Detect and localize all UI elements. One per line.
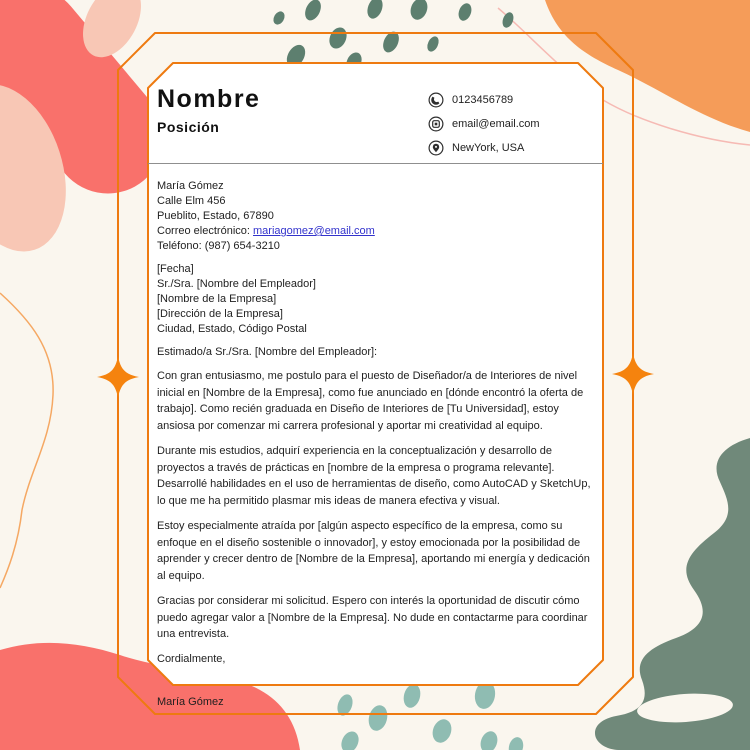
sender-city: Pueblito, Estado, 67890 (157, 210, 274, 222)
recipient-block (157, 262, 594, 337)
contact-email-row (428, 116, 540, 132)
contact-location-text: NewYork, USA (452, 142, 525, 154)
salutation: Estimado/a Sr./Sra. [Nombre del Empleador]: (157, 346, 378, 358)
paragraph-1: Con gran entusiasmo, me postulo para el puesto de Diseñador/a de Interiores de nivel inicial en [Nombre de la Empresa], como fue anunciado en [dónde encontró la oferta de trabajo]. Como recién graduada en Diseño de Interiores de [Tu Universidad], estoy ansiosa por comenzar mi carrera profesional y aportar mi creatividad al equipo. (157, 370, 584, 432)
sender-phone-line: Teléfono: (987) 654-3210 (157, 240, 280, 252)
sender-email-line (157, 224, 594, 239)
closing-line: Cordialmente, (157, 652, 226, 665)
contact-location-row (428, 140, 540, 156)
contact-email-text: email@email.com (452, 118, 540, 130)
orange-squiggle-left (0, 293, 53, 588)
sender-street: Calle Elm 456 (157, 195, 226, 207)
sender-email-label: Correo electrónico: (157, 225, 253, 237)
company-address-line: [Dirección de la Empresa] (157, 308, 283, 320)
contact-phone-text: 0123456789 (452, 94, 514, 106)
sender-name: María Gómez (157, 180, 224, 192)
contact-block (428, 92, 540, 156)
location-icon (428, 140, 444, 156)
sparkle-icon-left (97, 356, 139, 398)
company-name-line: [Nombre de la Empresa] (157, 293, 277, 305)
sender-address-block (157, 179, 594, 254)
contact-phone-row (428, 92, 540, 108)
employer-name-line: Sr./Sra. [Nombre del Empleador] (157, 278, 316, 290)
paragraph-4: Gracias por considerar mi solicitud. Espero con interés la oportunidad de discutir cómo puedo agregar valor a [Nombre de la Empresa]. No dude en contactarme para coordinar una entrevista. (157, 595, 588, 640)
sparkle-icon-right (612, 353, 654, 395)
email-icon (428, 116, 444, 132)
date-placeholder: [Fecha] (157, 263, 194, 275)
letter-body (157, 179, 594, 710)
position-subtitle: Posición (157, 119, 220, 135)
letter-content (148, 63, 603, 708)
page-title: Nombre (157, 85, 261, 113)
company-city-line: Ciudad, Estado, Código Postal (157, 323, 307, 335)
header-divider (148, 163, 603, 164)
phone-icon (428, 92, 444, 108)
paragraph-3: Estoy especialmente atraída por [algún aspecto específico de la empresa, como su enfoque en el diseño sostenible o innovador], y estoy emocionada por la posibilidad de aprender y crecer dentro de [Nombre de la Empresa], aportando mi energía y dedicación al equipo. (157, 520, 590, 582)
paragraph-2: Durante mis estudios, adquirí experiencia en la conceptualización y desarrollo de proyectos a través de prácticas en [nombre de la empresa o programa relevante]. Desarrollé habilidades en el uso de herramientas de diseño, como AutoCAD y SketchUp, lo que me ha permitido plasmar mis ideas de manera efectiva y visual. (157, 445, 591, 507)
sender-email-link[interactable]: mariagomez@email.com (253, 225, 375, 237)
signature-name: María Gómez (157, 695, 224, 708)
